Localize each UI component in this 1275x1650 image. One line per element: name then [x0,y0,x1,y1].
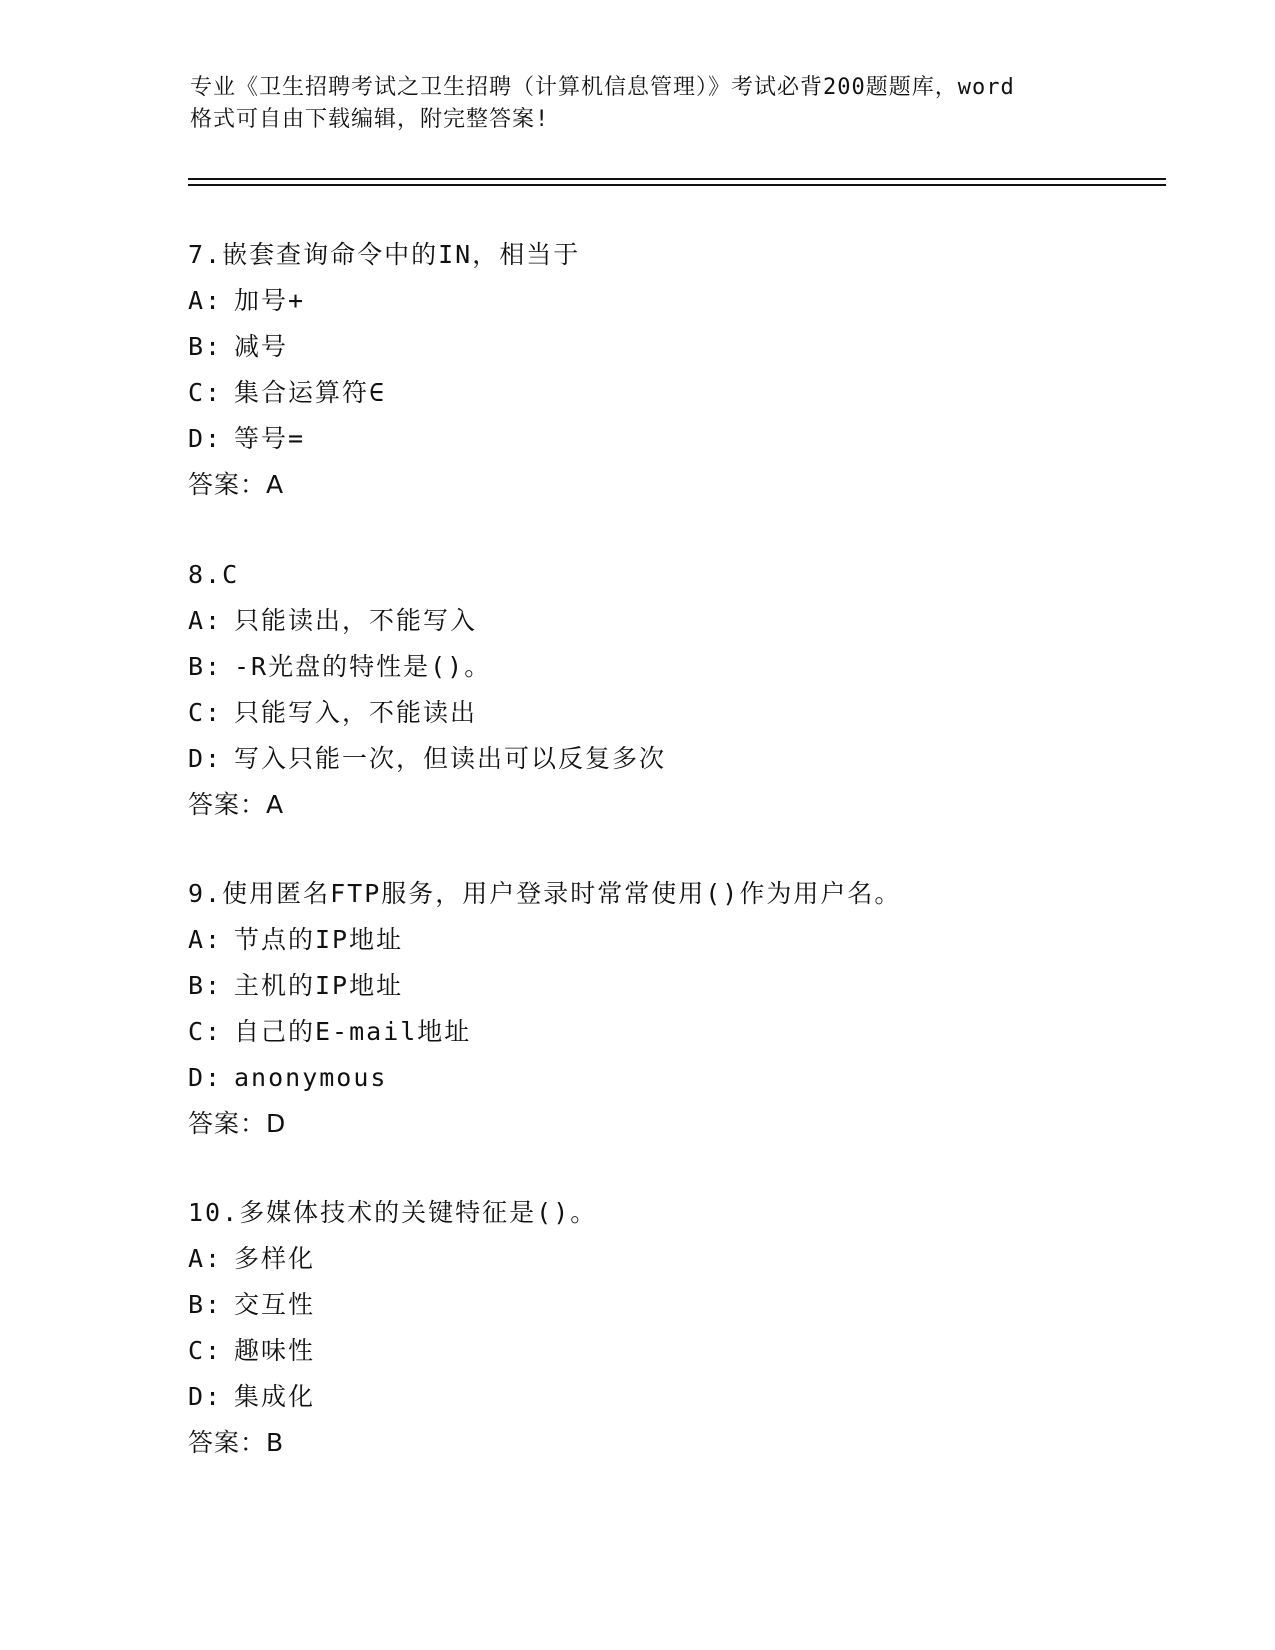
option-key: B: [188,332,223,361]
option-text: 只能读出，不能写入 [234,606,478,635]
option-text: 趣味性 [234,1336,316,1365]
option-text: 多样化 [234,1244,316,1273]
option-key: D: [188,744,223,773]
option-key: D: [188,1063,223,1092]
answer-line: 答案：D [188,1109,287,1138]
header-divider-top [188,178,1166,180]
answer-line: 答案：A [188,470,285,499]
option-text: 集成化 [234,1382,316,1411]
option-key: C: [188,698,223,727]
option-a [188,917,1088,963]
option-b [188,963,1088,1009]
option-key: C: [188,1336,223,1365]
header-line-1: 专业《卫生招聘考试之卫生招聘（计算机信息管理）》考试必背200题题库，word [190,75,1015,100]
question-title: 8.C [188,560,240,589]
option-key: A: [188,925,223,954]
question-block [188,1190,1088,1466]
option-text: 集合运算符∈ [234,378,387,407]
option-key: C: [188,378,223,407]
option-d [188,736,1088,782]
option-d [188,416,1088,462]
option-d [188,1055,1088,1101]
option-b [188,1282,1088,1328]
option-text: anonymous [234,1063,388,1092]
option-key: D: [188,1382,223,1411]
question-title: 7.嵌套查询命令中的IN，相当于 [188,240,581,269]
question-block [188,871,1088,1147]
option-key: B: [188,1290,223,1319]
option-c [188,370,1088,416]
option-c [188,690,1088,736]
option-text: 节点的IP地址 [234,925,404,954]
option-d [188,1374,1088,1420]
header-line-2: 格式可自由下载编辑，附完整答案! [190,107,550,132]
option-text: 等号= [234,424,306,453]
answer-line: 答案：B [188,1428,285,1457]
option-a [188,1236,1088,1282]
option-key: D: [188,424,223,453]
option-text: 写入只能一次，但读出可以反复多次 [234,744,667,773]
question-title: 9.使用匿名FTP服务，用户登录时常常使用()作为用户名。 [188,879,902,908]
option-text: 加号+ [234,286,306,315]
option-text: 自己的E-mail地址 [234,1017,472,1046]
option-a [188,598,1088,644]
document-header [190,72,1110,136]
option-a [188,278,1088,324]
option-c [188,1328,1088,1374]
option-b [188,324,1088,370]
option-text: 主机的IP地址 [234,971,404,1000]
question-block [188,552,1088,828]
question-block [188,232,1088,508]
option-key: B: [188,971,223,1000]
option-c [188,1009,1088,1055]
option-key: A: [188,606,223,635]
option-text: -R光盘的特性是()。 [234,652,492,681]
option-text: 交互性 [234,1290,316,1319]
header-divider-bottom [188,184,1166,186]
option-key: B: [188,652,223,681]
answer-line: 答案：A [188,790,285,819]
question-title: 10.多媒体技术的关键特征是()。 [188,1198,598,1227]
option-text: 只能写入，不能读出 [234,698,478,727]
option-key: C: [188,1017,223,1046]
option-text: 减号 [234,332,289,361]
option-key: A: [188,1244,223,1273]
option-b [188,644,1088,690]
option-key: A: [188,286,223,315]
